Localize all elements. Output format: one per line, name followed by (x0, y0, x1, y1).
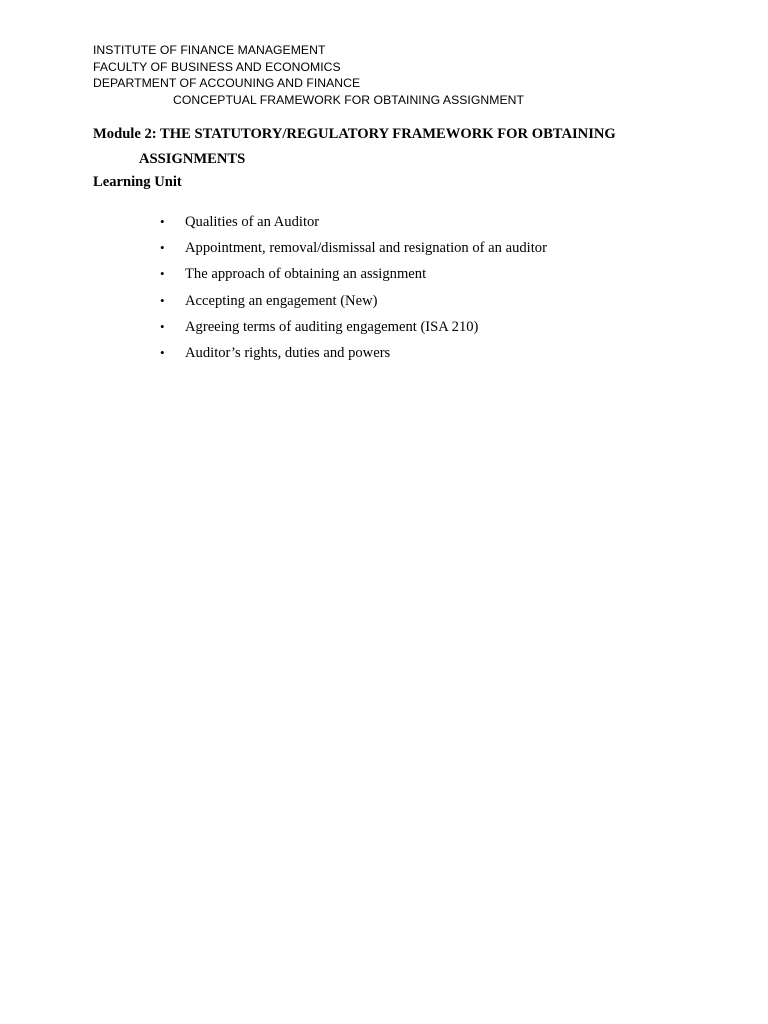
department-name: DEPARTMENT OF ACCOUNING AND FINANCE (93, 76, 361, 91)
module-heading-line-1: Module 2: THE STATUTORY/REGULATORY FRAMEWORK FOR OBTAINING (93, 126, 616, 142)
list-item-text: Accepting an engagement (New) (185, 292, 378, 309)
module-heading (93, 122, 713, 172)
institute-name: INSTITUTE OF FINANCE MANAGEMENT (93, 43, 326, 57)
list-item-text: Qualities of an Auditor (185, 214, 320, 230)
list-item-text: The approach of obtaining an assignment (185, 266, 427, 283)
bullet-icon: • (160, 292, 165, 308)
bullet-icon: • (160, 240, 165, 256)
faculty-name: FACULTY OF BUSINESS AND ECONOMICS (93, 59, 341, 74)
bullet-icon: • (160, 344, 165, 360)
bullet-icon: • (160, 214, 165, 229)
bullet-icon: • (160, 318, 165, 334)
learning-unit-heading: Learning Unit (93, 174, 182, 190)
list-item-text: Agreeing terms of auditing engagement (ISA 210) (185, 318, 479, 335)
module-heading-line-2: ASSIGNMENTS (139, 151, 246, 167)
document-subtitle: CONCEPTUAL FRAMEWORK FOR OBTAINING ASSIGNMENT (173, 93, 524, 108)
document-header (93, 42, 713, 109)
list-item-text: Appointment, removal/dismissal and resignation of an auditor (185, 240, 547, 257)
bullet-icon: • (160, 266, 165, 282)
list-item-text: Auditor’s rights, duties and powers (185, 344, 391, 361)
